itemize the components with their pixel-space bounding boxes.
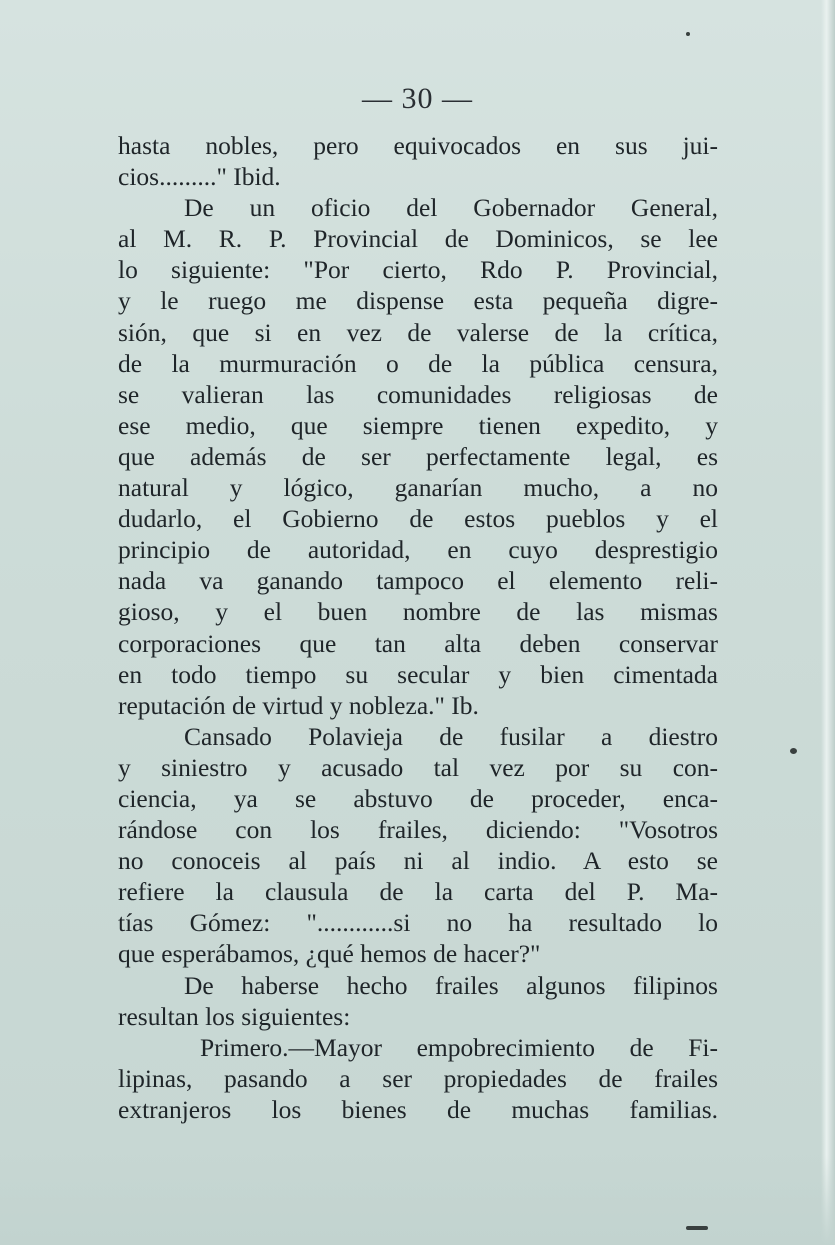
text-line: reputación de virtud y nobleza." Ib. (118, 690, 479, 720)
page-edge-right (821, 0, 835, 1245)
text-line: de la murmuración o de la pública censura, (118, 348, 718, 378)
text-line: que esperábamos, ¿qué hemos de hacer?" (118, 939, 541, 969)
paragraph-start-line: Cansado Polavieja de fusilar a diestro (184, 721, 718, 751)
text-line: lo siguiente: "Por cierto, Rdo P. Provincial, (118, 255, 718, 285)
ink-speck (686, 32, 690, 36)
text-line: lipinas, pasando a ser propiedades de frailes (118, 1063, 718, 1093)
text-line: refiere la clausula de la carta del P. Ma- (118, 877, 718, 907)
text-line: y siniestro y acusado tal vez por su con- (118, 752, 718, 782)
text-line: y le ruego me dispense esta pequeña digre- (118, 286, 718, 316)
text-line: resultan los siguientes: (118, 1001, 351, 1031)
text-line: al M. R. P. Provincial de Dominicos, se lee (118, 224, 718, 254)
text-line: cios........." Ibid. (118, 162, 281, 192)
page-edge-bottom (0, 1155, 835, 1245)
paragraph-start-line: De un oficio del Gobernador General, (184, 193, 718, 223)
text-line: rándose con los frailes, diciendo: "Vosotros (118, 815, 718, 845)
text-line: en todo tiempo su secular y bien cimentada (118, 659, 718, 689)
text-line: dudarlo, el Gobierno de estos pueblos y el (118, 504, 718, 534)
text-line: ciencia, ya se abstuvo de proceder, enca- (118, 783, 718, 813)
ink-speck (686, 1226, 708, 1230)
text-line: hasta nobles, pero equivocados en sus jui- (118, 131, 718, 160)
text-line: natural y lógico, ganarían mucho, a no (118, 473, 718, 503)
text-line: se valieran las comunidades religiosas de (118, 379, 718, 409)
page-number: — 30 — (362, 82, 473, 115)
text-line: nada va ganando tampoco el elemento reli- (118, 566, 718, 596)
text-line: que además de ser perfectamente legal, es (118, 441, 718, 471)
text-line: ese medio, que siempre tienen expedito, y (118, 410, 718, 440)
text-line: gioso, y el buen nombre de las mismas (118, 597, 718, 627)
text-line: tías Gómez: "............si no ha resultado lo (118, 908, 718, 938)
text-line: no conoceis al país ni al indio. A esto se (118, 846, 718, 876)
paragraph-start-line: Primero.—Mayor empobrecimiento de Fi- (200, 1032, 718, 1062)
ink-speck (790, 748, 797, 754)
text-line: corporaciones que tan alta deben conservar (118, 628, 718, 658)
text-line: extranjeros los bienes de muchas familias. (118, 1094, 718, 1124)
text-line: sión, que si en vez de valerse de la crítica, (118, 317, 718, 347)
body-text (118, 130, 718, 1125)
paragraph-start-line: De haberse hecho frailes algunos filipinos (184, 970, 718, 1000)
text-line: principio de autoridad, en cuyo desprestigio (118, 535, 718, 565)
